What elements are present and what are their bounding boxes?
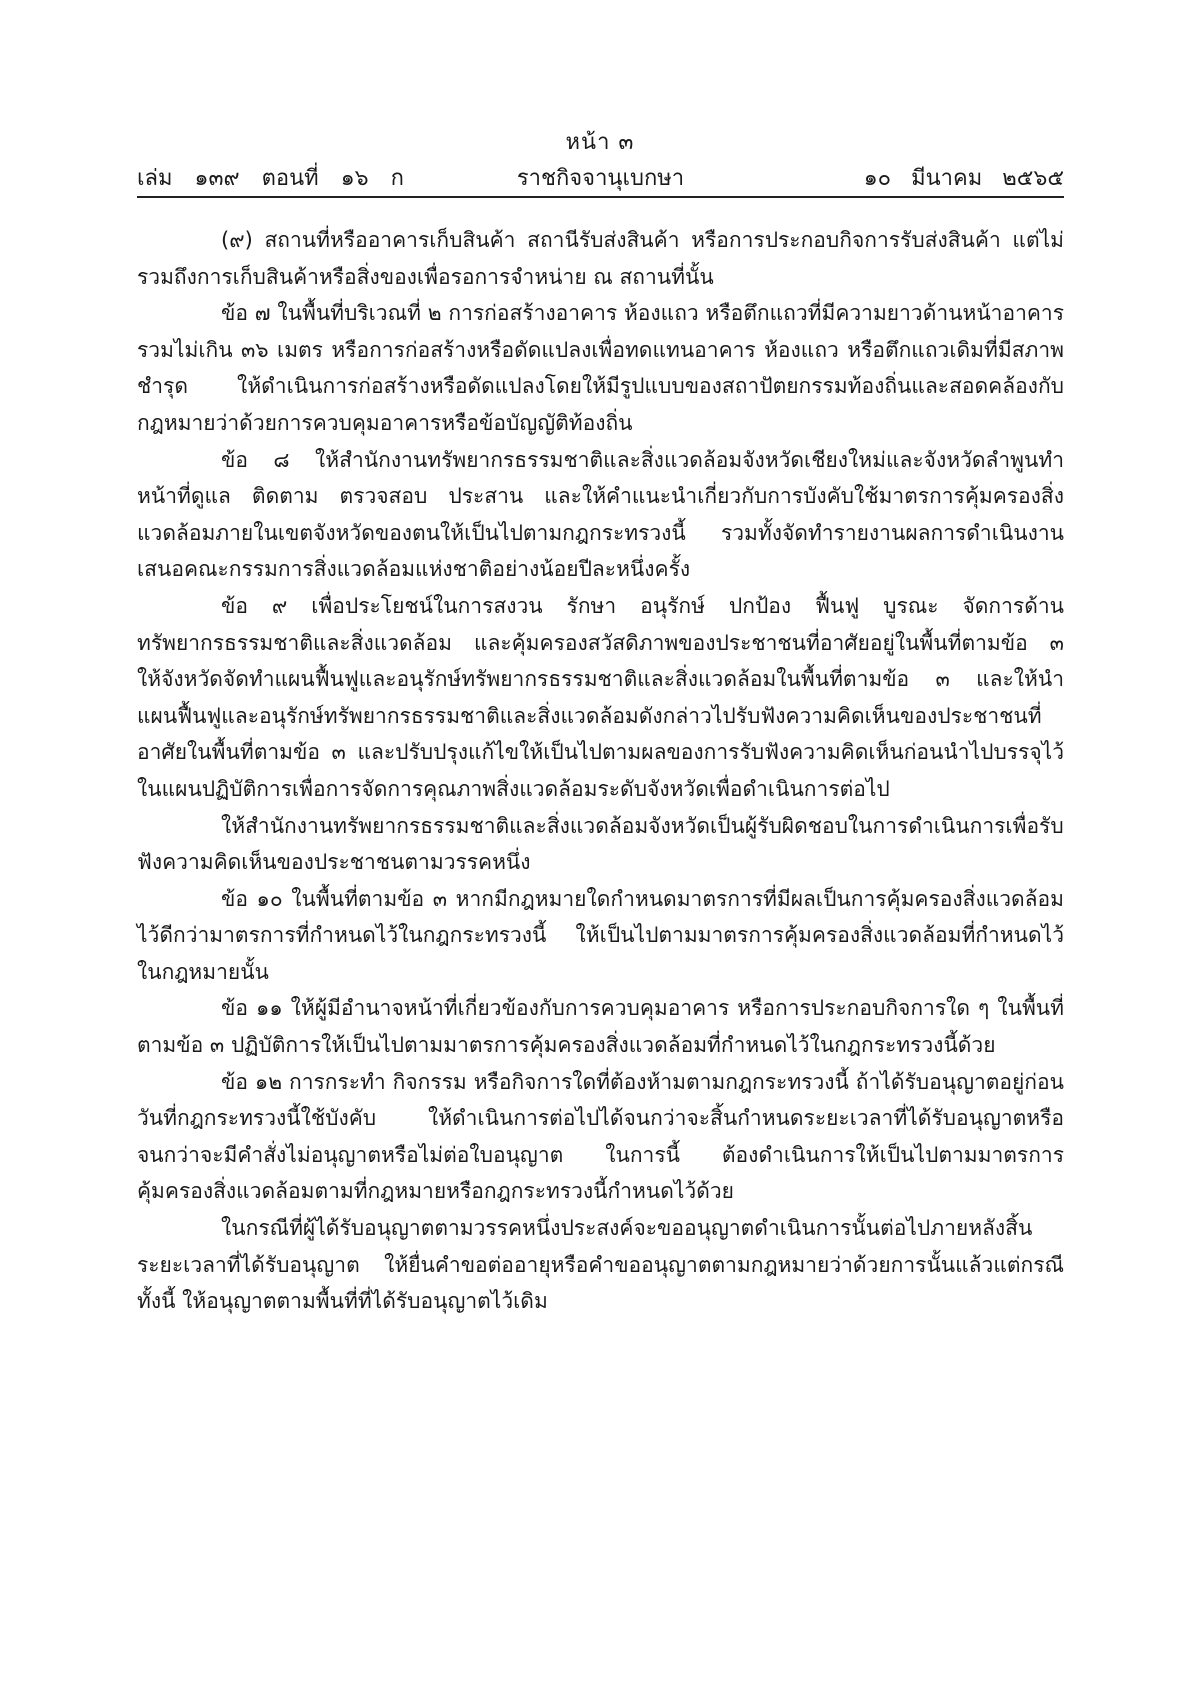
header-date <box>844 160 1064 195</box>
paragraph-item-9: (๙) สถานที่หรืออาคารเก็บสินค้า สถานีรับส่งสินค้า หรือการประกอบกิจการรับส่งสินค้า แต่ไม่รวมถึงการเก็บสินค้าหรือสิ่งของเพื่อรอการจำหน่าย ณ สถานที่นั้น <box>137 228 1064 289</box>
date-month: มีนาคม <box>911 166 983 191</box>
header-divider <box>137 196 1064 198</box>
date-day: ๑๐ <box>863 166 892 191</box>
running-header <box>137 160 1064 192</box>
paragraph-clause-11: ข้อ ๑๑ ให้ผู้มีอำนาจหน้าที่เกี่ยวข้องกับการควบคุมอาคาร หรือการประกอบกิจการใด ๆ ในพื้นที่ตามข้อ ๓ ปฏิบัติการให้เป็นไปตามมาตรการคุ้มครองสิ่งแวดล้อมที่กำหนดไว้ในกฎกระทรวงนี้ด้วย <box>137 996 1064 1058</box>
page-number: หน้า ๓ <box>565 130 635 155</box>
body-text <box>137 222 1064 1320</box>
gazette-title: ราชกิจจานุเบกษา <box>516 166 685 191</box>
paragraph-clause-7: ข้อ ๗ ในพื้นที่บริเวณที่ ๒ การก่อสร้างอาคาร ห้องแถว หรือตึกแถวที่มีความยาวด้านหน้าอาคารรวมไม่เกิน ๓๖ เมตร หรือการก่อสร้างหรือดัดแปลงเพื่อทดแทนอาคาร ห้องแถว หรือตึกแถวเดิมที่มีสภาพชำรุด ให้ดำเนินการก่อสร้างหรือดัดแปลงโดยให้มีรูปแบบของสถาปัตยกรรมท้องถิ่นและสอดคล้องกับกฎหมายว่าด้วยการควบคุมอาคารหรือข้อบัญญัติท้องถิ่น <box>137 301 1064 435</box>
paragraph-clause-12: ข้อ ๑๒ การกระทำ กิจกรรม หรือกิจการใดที่ต้องห้ามตามกฎกระทรวงนี้ ถ้าได้รับอนุญาตอยู่ก่อนวันที่กฎกระทรวงนี้ใช้บังคับ ให้ดำเนินการต่อไปได้จนกว่าจะสิ้นกำหนดระยะเวลาที่ได้รับอนุญาตหรือจนกว่าจะมีคำสั่งไม่อนุญาตหรือไม่ต่อใบอนุญาต ในการนี้ ต้องดำเนินการให้เป็นไปตามมาตรการคุ้มครองสิ่งแวดล้อมตามที่กฎหมายหรือกฎกระทรวงนี้กำหนดไว้ด้วย <box>137 1069 1064 1204</box>
paragraph-clause-9-second: ให้สำนักงานทรัพยากรธรรมชาติและสิ่งแวดล้อมจังหวัดเป็นผู้รับผิดชอบในการดำเนินการเพื่อรับฟังความคิดเห็นของประชาชนตามวรรคหนึ่ง <box>137 813 1064 875</box>
paragraph-clause-10: ข้อ ๑๐ ในพื้นที่ตามข้อ ๓ หากมีกฎหมายใดกำหนดมาตรการที่มีผลเป็นการคุ้มครองสิ่งแวดล้อมไว้ดีกว่ามาตรการที่กำหนดไว้ในกฎกระทรวงนี้ ให้เป็นไปตามมาตรการคุ้มครองสิ่งแวดล้อมที่กำหนดไว้ในกฎหมายนั้น <box>137 886 1064 984</box>
volume-label: เล่ม <box>137 166 173 191</box>
issue-label: ตอนที่ <box>261 166 319 191</box>
paragraph-clause-12-second: ในกรณีที่ผู้ได้รับอนุญาตตามวรรคหนึ่งประสงค์จะขออนุญาตดำเนินการนั้นต่อไปภายหลังสิ้นระยะเวลาที่ได้รับอนุญาต ให้ยื่นคำขอต่ออายุหรือคำขออนุญาตตามกฎหมายว่าด้วยการนั้นแล้วแต่กรณี ทั้งนี้ ให้อนุญาตตามพื้นที่ที่ได้รับอนุญาตไว้เดิม <box>137 1216 1064 1314</box>
issue-number: ๑๖ <box>340 166 369 191</box>
paragraph-clause-9: ข้อ ๙ เพื่อประโยชน์ในการสงวน รักษา อนุรักษ์ ปกป้อง ฟื้นฟู บูรณะ จัดการด้านทรัพยากรธรรมชาติและสิ่งแวดล้อม และคุ้มครองสวัสดิภาพของประชาชนที่อาศัยอยู่ในพื้นที่ตามข้อ ๓ ให้จังหวัดจัดทำแผนฟื้นฟูและอนุรักษ์ทรัพยากรธรรมชาติและสิ่งแวดล้อมในพื้นที่ตามข้อ ๓ และให้นำแผนฟื้นฟูและอนุรักษ์ทรัพยากรธรรมชาติและสิ่งแวดล้อมดังกล่าวไปรับฟังความคิดเห็นของประชาชนที่อาศัยในพื้นที่ตามข้อ ๓ และปรับปรุงแก้ไขให้เป็นไปตามผลของการรับฟังความคิดเห็นก่อนนำไปบรรจุไว้ในแผนปฏิบัติการเพื่อการจัดการคุณภาพสิ่งแวดล้อมระดับจังหวัดเพื่อดำเนินการต่อไป <box>137 593 1064 801</box>
paragraph-clause-8: ข้อ ๘ ให้สำนักงานทรัพยากรธรรมชาติและสิ่งแวดล้อมจังหวัดเชียงใหม่และจังหวัดลำพูนทำหน้าที่ดูแล ติดตาม ตรวจสอบ ประสาน และให้คำแนะนำเกี่ยวกับการบังคับใช้มาตรการคุ้มครองสิ่งแวดล้อมภายในเขตจังหวัดของตนให้เป็นไปตามกฎกระทรวงนี้ รวมทั้งจัดทำรายงานผลการดำเนินงานเสนอคณะกรรมการสิ่งแวดล้อมแห่งชาติอย่างน้อยปีละหนึ่งครั้ง <box>137 447 1064 582</box>
date-year: ๒๕๖๕ <box>1002 166 1064 191</box>
section-letter: ก <box>390 166 404 191</box>
volume-number: ๑๓๙ <box>194 166 240 191</box>
